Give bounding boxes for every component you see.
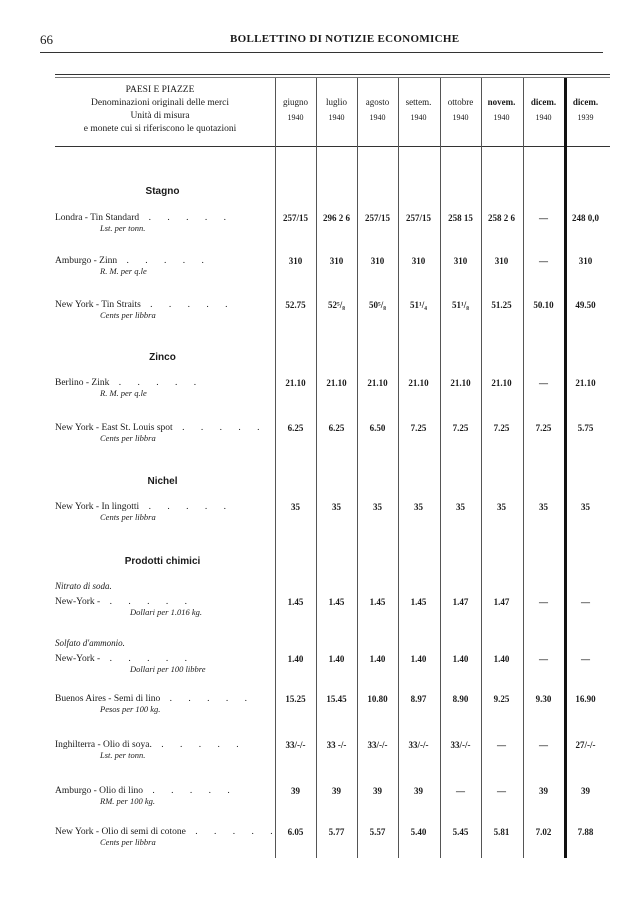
leader-dots: . . . . . [172,423,267,433]
table-cell: 258 15 [448,213,473,223]
row-label-text: Londra - Tin Standard [55,213,140,223]
table-cell: 33/-/- [367,740,388,750]
table-cell: 1.47 [452,597,469,607]
table-cell: 35 [581,502,590,512]
column-year: 1940 [328,113,345,122]
row-label-text: Inghilterra - Olio di soya. [55,740,152,750]
row-unit: Lst. per tonn. [100,750,146,760]
column-header [275,94,316,126]
row-unit: Dollari per 100 libbre [130,664,206,674]
row-unit: RM. per 100 kg. [100,796,156,806]
table-cell: 7.25 [535,423,552,433]
table-cell: 257/15 [364,213,390,223]
table-cell: 35 [373,502,382,512]
table-cell: 6.25 [287,423,304,433]
row-header [55,84,265,136]
leader-dots: . . . . . [160,694,255,704]
table-cell: — [539,378,548,388]
title-rule [40,52,603,53]
table-cell: 1.40 [410,654,427,664]
column-year: 1939 [577,113,594,122]
column-header [398,94,439,126]
row-label-text: New York - Tin Straits [55,300,141,310]
column-header [481,94,522,126]
table-cell: 21.10 [450,378,471,388]
table-cell: 5.81 [493,827,510,837]
table-cell: 7.25 [493,423,510,433]
section-title: Zinco [149,352,176,363]
table-cell: 310 [329,256,344,266]
table-cell: 1.45 [369,597,386,607]
header-line: Unità di misura [130,111,190,121]
header-bottom-rule [55,146,610,147]
row-label [55,694,270,704]
table-top-rule [55,74,610,75]
table-cell: — [539,740,548,750]
table-cell: 310 [370,256,385,266]
table-cell: 35 [291,502,300,512]
table-cell: 33/-/- [408,740,429,750]
table-cell: 33/-/- [285,740,306,750]
table-cell: 21.10 [491,378,512,388]
table-cell: 5.40 [410,827,427,837]
row-label-text: Berlino - Zink [55,378,110,388]
row-unit: R. M. per q.le [100,388,147,398]
table-cell: 39 [414,786,423,796]
header-line: Denominazioni originali delle merci [91,98,229,108]
column-year: 1940 [369,113,386,122]
table-cell: 21.10 [575,378,596,388]
row-unit: R. M. per q.le [100,266,147,276]
column-year: 1940 [287,113,304,122]
running-title: BOLLETTINO DI NOTIZIE ECONOMICHE [230,33,460,45]
table-cell: 5.45 [452,827,469,837]
row-label [55,423,270,433]
row-unit: Lst. per tonn. [100,223,146,233]
table-cell: 7.02 [535,827,552,837]
table-cell: 21.10 [326,378,347,388]
leader-dots: . . . . . [117,256,211,266]
table-cell: — [456,786,465,796]
table-cell: 5.77 [328,827,345,837]
table-cell: 10.80 [367,694,388,704]
table-cell: 8.97 [410,694,427,704]
table-cell: — [539,597,548,607]
column-header [565,94,606,126]
table-cell: 9.25 [493,694,510,704]
header-line: e monete cui si riferiscono le quotazioni [83,124,237,134]
header-line: PAESI E PIAZZE [125,85,195,95]
table-cell: 50.10 [533,300,554,310]
row-unit: Dollari per 1.016 kg. [130,607,203,617]
row-label-text: New York - In lingotti [55,502,140,512]
row-label [55,740,270,750]
row-unit: Pesos per 100 kg. [100,704,161,714]
table-cell: — [581,597,590,607]
table-cell: 33 -/- [326,740,347,750]
table-cell: — [581,654,590,664]
table-cell: 39 [291,786,300,796]
table-cell: 21.10 [285,378,306,388]
table-cell: 27/-/- [575,740,596,750]
row-label-text: New-York - [55,597,101,607]
table-cell: 35 [539,502,548,512]
table-cell: 16.90 [575,694,596,704]
column-header [440,94,481,126]
leader-dots: . . . . . [139,213,233,223]
column-month: novem. [487,97,516,107]
column-month: luglio [325,97,347,107]
leader-dots: . . . . . [185,827,280,837]
row-note: Nitrato di soda. [55,581,112,591]
table-cell: 1.47 [493,597,510,607]
row-label [55,502,270,512]
table-cell: 310 [578,256,593,266]
row-label-text: Amburgo - Zinn [55,256,118,266]
table-cell: 50⁵/₈ [369,300,386,310]
table-cell: — [539,256,548,266]
leader-dots: . . . . . [100,654,194,664]
table-cell: 1.45 [287,597,304,607]
page-number: 66 [40,32,53,47]
row-label-text: New York - Olio di semi di cotone [55,827,186,837]
column-year: 1940 [410,113,427,122]
column-header [316,94,357,126]
table-cell: 310 [494,256,509,266]
table-cell: 5.75 [577,423,594,433]
table-cell: 1.40 [328,654,345,664]
table-top-rule-2 [55,77,610,78]
row-label-text: Buenos Aires - Semi di lino [55,694,161,704]
table-cell: 257/15 [405,213,431,223]
row-label [55,213,270,223]
table-cell: — [497,786,506,796]
column-month: ottobre [447,97,474,107]
section-title: Nichel [147,476,178,487]
row-label [55,256,270,266]
table-cell: 49.50 [575,300,596,310]
table-cell: 310 [288,256,303,266]
table-cell: 6.25 [328,423,345,433]
column-header [357,94,398,126]
table-cell: 1.40 [369,654,386,664]
leader-dots: . . . . . [142,786,237,796]
row-label [55,827,280,837]
column-year: 1940 [452,113,469,122]
leader-dots: . . . . . [139,502,233,512]
table-cell: 310 [453,256,468,266]
table-cell: 39 [373,786,382,796]
table-cell: 35 [414,502,423,512]
section-title: Prodotti chimici [124,556,201,567]
table-cell: 310 [411,256,426,266]
row-label [55,597,270,607]
table-cell: 1.45 [410,597,427,607]
row-label [55,300,270,310]
table-cell: 39 [332,786,341,796]
table-cell: 15.45 [326,694,347,704]
column-month: dicem. [530,97,557,107]
table-cell: 258 2 6 [488,213,515,223]
table-cell: 1.40 [493,654,510,664]
table-cell: 1.40 [287,654,304,664]
row-unit: Cents per libbra [100,433,156,443]
table-cell: 6.05 [287,827,304,837]
row-note: Solfato d'ammonio. [55,638,125,648]
row-unit: Cents per libbra [100,837,156,847]
table-cell: 33/-/- [450,740,471,750]
column-month: settem. [405,97,432,107]
table-cell: 35 [332,502,341,512]
table-cell: — [497,740,506,750]
table-cell: 51¹/₄ [410,300,427,310]
column-year: 1940 [535,113,552,122]
table-cell: 257/15 [282,213,308,223]
table-cell: 51¹/₈ [452,300,469,310]
table-cell: — [539,213,548,223]
column-year: 1940 [493,113,510,122]
leader-dots: . . . . . [100,597,194,607]
table-cell: 7.88 [577,827,594,837]
section-title: Stagno [145,186,180,197]
table-cell: 9.30 [535,694,552,704]
table-cell: 39 [539,786,548,796]
column-month: giugno [282,97,308,107]
table-cell: 7.25 [452,423,469,433]
table-cell: 35 [456,502,465,512]
row-label [55,786,270,796]
row-label-text: New York - East St. Louis spot [55,423,173,433]
column-month: dicem. [572,97,599,107]
column-header [523,94,564,126]
table-cell: 52.75 [285,300,306,310]
table-cell: — [539,654,548,664]
row-label-text: Amburgo - Olio di lino [55,786,143,796]
table-cell: 1.45 [328,597,345,607]
row-label [55,654,270,664]
column-month: agosto [365,97,390,107]
table-cell: 8.90 [452,694,469,704]
table-cell: 6.50 [369,423,386,433]
table-cell: 51.25 [491,300,512,310]
table-cell: 248 0,0 [572,213,599,223]
table-cell: 35 [497,502,506,512]
table-cell: 21.10 [367,378,388,388]
table-cell: 5.57 [369,827,386,837]
row-label [55,378,270,388]
table-cell: 21.10 [408,378,429,388]
table-cell: 1.40 [452,654,469,664]
leader-dots: . . . . . [109,378,204,388]
leader-dots: . . . . . [140,300,235,310]
table-cell: 15.25 [285,694,306,704]
row-label-text: New-York - [55,654,101,664]
row-unit: Cents per libbra [100,512,156,522]
table-cell: 296 2 6 [323,213,350,223]
leader-dots: . . . . . [151,740,246,750]
table-cell: 39 [581,786,590,796]
table-cell: 52⁵/₈ [328,300,345,310]
table-cell: 7.25 [410,423,427,433]
row-unit: Cents per libbra [100,310,156,320]
